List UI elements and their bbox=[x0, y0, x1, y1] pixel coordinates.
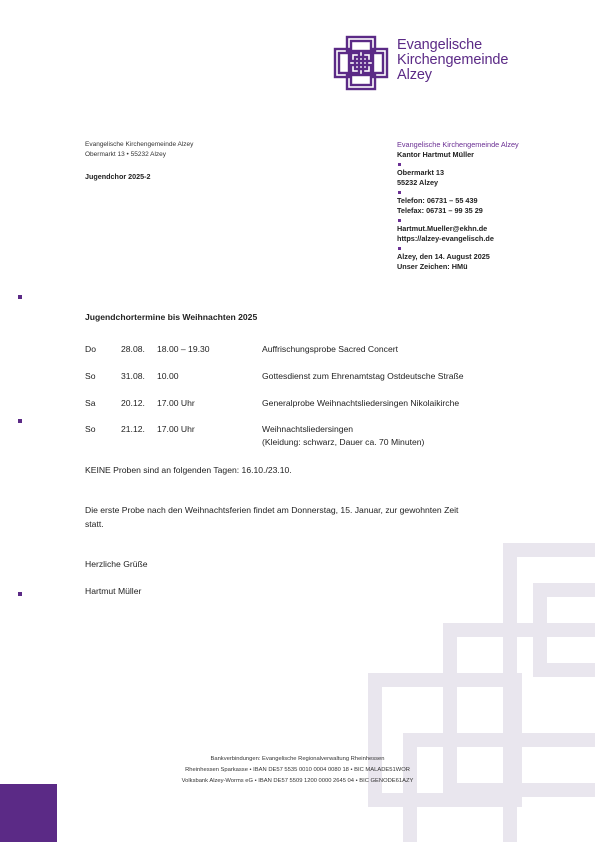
footer-line-3: Volksbank Alzey-Worms eG • IBAN DE57 5509 1200 0000 2645 04 • BIC GENODE61AZY bbox=[181, 778, 414, 784]
info-city: 55232 Alzey bbox=[397, 178, 439, 187]
info-person: Kantor Hartmut Müller bbox=[397, 150, 475, 159]
info-web[interactable]: https://alzey-evangelisch.de bbox=[397, 234, 494, 243]
bullet-square-icon bbox=[398, 191, 401, 194]
bullet-square-icon bbox=[398, 163, 401, 166]
first-rehearsal-line-1: Die erste Probe nach den Weihnachtsferien findet am Donnerstag, 15. Januar, zur gewohnten Zeit bbox=[85, 505, 459, 515]
letter-subject: Jugendchortermine bis Weihnachten 2025 bbox=[85, 312, 258, 322]
fold-mark-middle bbox=[18, 419, 22, 423]
info-date: Alzey, den 14. August 2025 bbox=[397, 252, 490, 261]
event-day: Sa bbox=[85, 398, 96, 408]
footer-line-1: Bankverbindungen: Evangelische Regionalverwaltung Rheinhessen bbox=[210, 756, 385, 762]
fold-mark-bottom bbox=[18, 592, 22, 596]
corner-color-block bbox=[0, 784, 57, 842]
contact-info-block bbox=[397, 140, 587, 272]
bank-footer bbox=[0, 754, 595, 787]
event-time: 10.00 bbox=[157, 371, 179, 381]
bullet-square-icon bbox=[398, 247, 401, 250]
event-description: Auffrischungsprobe Sacred Concert bbox=[262, 344, 398, 354]
info-email[interactable]: Hartmut.Mueller@ekhn.de bbox=[397, 224, 488, 233]
info-org: Evangelische Kirchengemeinde Alzey bbox=[397, 140, 519, 149]
no-rehearsal-note: KEINE Proben sind an folgenden Tagen: 16.10./23.10. bbox=[85, 465, 292, 475]
event-note: (Kleidung: schwarz, Dauer ca. 70 Minuten) bbox=[262, 437, 425, 447]
event-date: 21.12. bbox=[121, 424, 145, 434]
event-time: 17.00 Uhr bbox=[157, 424, 195, 434]
event-description: Generalprobe Weihnachtsliedersingen Nikolaikirche bbox=[262, 398, 460, 408]
info-fax: Telefax: 06731 – 99 35 29 bbox=[397, 206, 483, 215]
first-rehearsal-line-2: statt. bbox=[85, 519, 104, 529]
background-pattern bbox=[350, 530, 595, 842]
sender-line-2: Obermarkt 13 • 55232 Alzey bbox=[85, 151, 167, 158]
event-day: So bbox=[85, 371, 96, 381]
brand-line-3: Alzey bbox=[397, 67, 432, 83]
event-description: Weihnachtsliedersingen bbox=[262, 424, 354, 434]
brand-line-2: Kirchengemeinde bbox=[397, 52, 509, 68]
greeting: Herzliche Grüße bbox=[85, 559, 148, 569]
footer-line-2: Rheinhessen Sparkasse • IBAN DE57 5535 0010 0004 0080 18 • BIC MALADE51WOR bbox=[185, 767, 410, 773]
event-day: Do bbox=[85, 344, 96, 354]
event-day: So bbox=[85, 424, 96, 434]
brand-line-1: Evangelische bbox=[397, 37, 483, 53]
info-phone: Telefon: 06731 – 55 439 bbox=[397, 196, 478, 205]
fold-mark-top bbox=[18, 295, 22, 299]
event-description: Gottesdienst zum Ehrenamtstag Ostdeutsche Straße bbox=[262, 371, 464, 381]
church-logo-icon bbox=[333, 35, 389, 91]
reference-line: Jugendchor 2025-2 bbox=[85, 172, 151, 181]
event-date: 28.08. bbox=[121, 344, 145, 354]
info-street: Obermarkt 13 bbox=[397, 168, 445, 177]
event-date: 31.08. bbox=[121, 371, 145, 381]
sender-line-1: Evangelische Kirchengemeinde Alzey bbox=[85, 141, 194, 148]
info-sign: Unser Zeichen: HMü bbox=[397, 262, 468, 271]
brand-name bbox=[397, 38, 508, 83]
signature: Hartmut Müller bbox=[85, 586, 142, 596]
bullet-square-icon bbox=[398, 219, 401, 222]
event-time: 18.00 – 19.30 bbox=[157, 344, 210, 354]
event-time: 17.00 Uhr bbox=[157, 398, 195, 408]
event-date: 20.12. bbox=[121, 398, 145, 408]
